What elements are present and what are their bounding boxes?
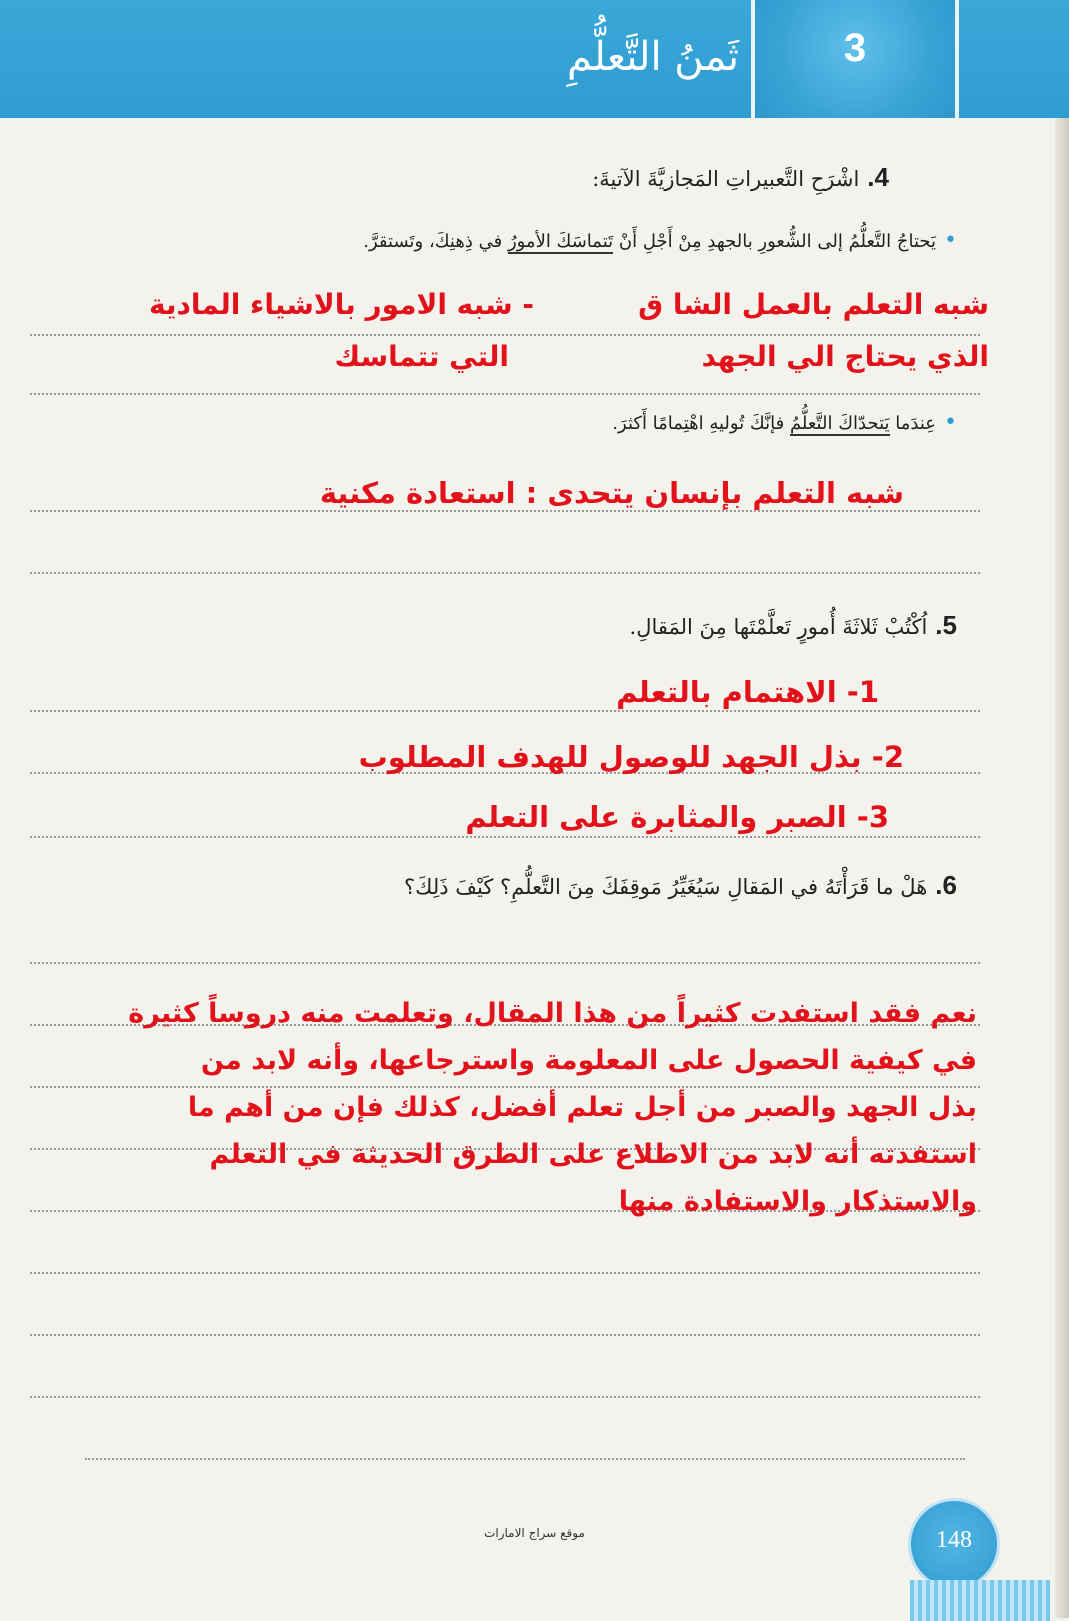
q5-answer-1: 1- الاهتمام بالتعلم xyxy=(616,675,879,709)
question-4-prompt: اشْرَحِ التَّعبيراتِ المَجازيَّةَ الآتيةَ: xyxy=(592,167,860,191)
sentence-2-start: عِندَما xyxy=(889,413,937,434)
page-number: 148 xyxy=(936,1527,972,1553)
q6-answer-line: استفدته أنه لابد من الاطلاع على الطرق الحديثة في التعلم xyxy=(209,1139,977,1170)
decorative-pattern xyxy=(910,1580,1050,1621)
q4-answer-1-left-line2: التي تتماسك xyxy=(334,340,509,373)
question-4-number: 4. xyxy=(867,162,889,192)
q6-answer-line: نعم فقد استفدت كثيراً من هذا المقال، وتعلمت منه دروساً كثيرة xyxy=(128,998,977,1029)
q4-sentence-2 xyxy=(612,410,957,435)
page-number-badge xyxy=(908,1498,1000,1590)
answer-line xyxy=(30,393,980,395)
chapter-header xyxy=(0,0,1069,118)
sentence-2-end: فإنَّكَ تُوليهِ اهْتِمامًا أَكثرَ. xyxy=(612,413,790,434)
chapter-title: ثَمنُ التَّعلُّمِ xyxy=(567,34,739,80)
answer-line xyxy=(30,1272,980,1274)
question-6-prompt: هَلْ ما قَرَأْتَهُ في المَقالِ سَيُغَيِّرُ مَوقِفَكَ مِنَ التَّعلُّمِ؟ كَيْفَ ذَلِكَ؟ xyxy=(404,875,928,899)
answer-line xyxy=(30,836,980,838)
answer-line xyxy=(30,334,980,336)
question-6-number: 6. xyxy=(935,870,957,900)
question-5-number: 5. xyxy=(935,610,957,640)
q4-answer-1-right-line1: شبه التعلم بالعمل الشا ق xyxy=(638,288,989,321)
sentence-1-end: في ذِهنِكَ، وتَستقرَّ. xyxy=(363,231,508,252)
answer-line xyxy=(30,710,980,712)
q6-answer-line: والاستذكار والاستفادة منها xyxy=(618,1186,977,1217)
q6-answer-line: بذل الجهد والصبر من أجل تعلم أفضل، كذلك فإن من أهم ما xyxy=(187,1092,977,1123)
sentence-2-underlined: يَتحدّاكَ التَّعلُّمُ xyxy=(789,413,890,434)
answer-line xyxy=(30,962,980,964)
question-4 xyxy=(592,162,889,193)
chapter-number-badge xyxy=(751,0,959,118)
chapter-number: 3 xyxy=(843,26,867,70)
answer-line xyxy=(30,510,980,512)
q4-sentence-1 xyxy=(363,228,957,253)
sentence-1-underlined: تَتماسَكَ الأمورُ xyxy=(507,231,614,252)
q4-answer-1-left-line1: - شبه الامور بالاشياء المادية xyxy=(149,288,534,321)
sentence-1-start: يَحتاجُ التَّعلُّمُ إلى الشُّعورِ بالجهدِ مِنْ أَجْلِ أَنْ xyxy=(613,231,937,252)
q4-answer-1-right-line2: الذي يحتاج الي الجهد xyxy=(701,340,989,373)
bullet-icon: • xyxy=(944,228,957,253)
bullet-icon: • xyxy=(944,410,957,435)
page-edge xyxy=(1055,118,1069,1618)
q6-answer-paragraph xyxy=(37,990,977,1225)
q5-answer-2: 2- بذل الجهد للوصول للهدف المطلوب xyxy=(358,740,904,774)
footer-site-name: موقع سراج الامارات xyxy=(484,1526,585,1540)
question-5 xyxy=(630,610,957,641)
question-5-prompt: اُكْتُبْ ثَلاثَةَ أُمورٍ تَعلَّمْتَها مِنَ المَقالِ. xyxy=(629,615,928,639)
answer-line xyxy=(30,1396,980,1398)
question-6 xyxy=(404,870,957,901)
q5-answer-3: 3- الصبر والمثابرة على التعلم xyxy=(465,800,889,834)
q6-answer-line: في كيفية الحصول على المعلومة واسترجاعها، وأنه لابد من xyxy=(200,1045,977,1076)
answer-line xyxy=(30,1334,980,1336)
answer-line xyxy=(85,1458,965,1460)
answer-line xyxy=(30,572,980,574)
q4-answer-2: شبه التعلم بإنسان يتحدى : استعادة مكنية xyxy=(319,476,904,510)
